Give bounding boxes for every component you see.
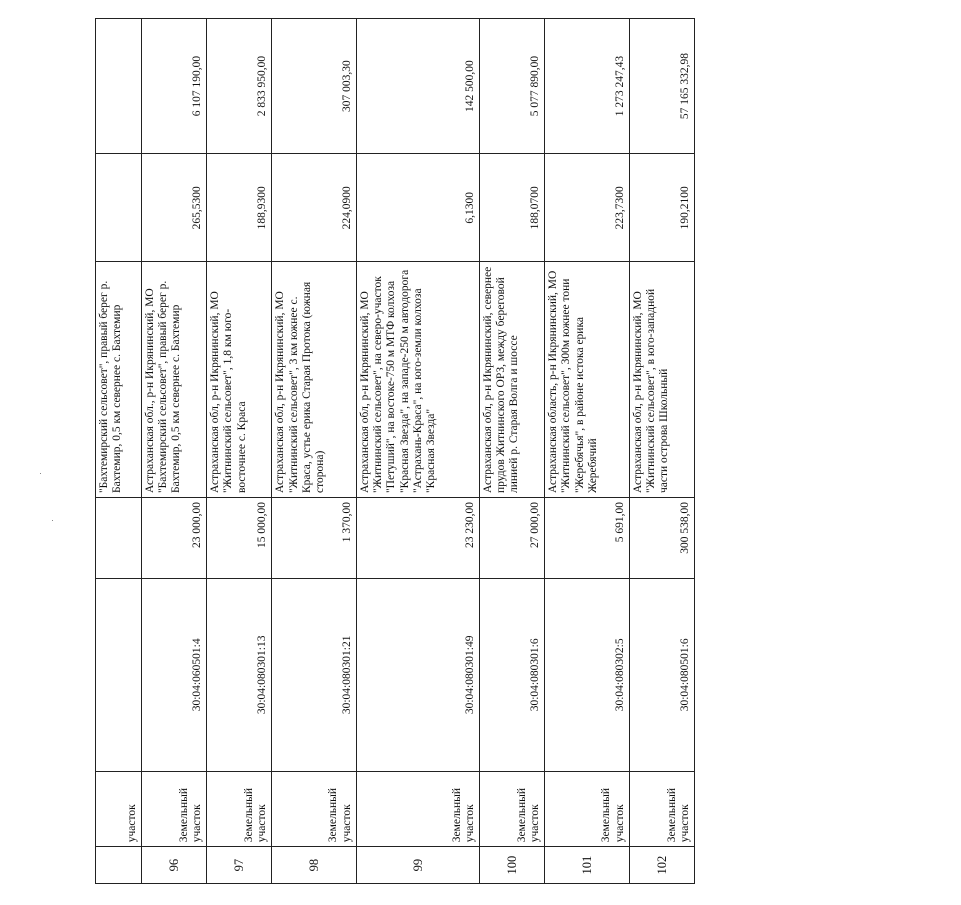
continuation-row xyxy=(96,19,142,884)
cell-specific xyxy=(96,154,142,262)
cell-cost xyxy=(96,19,142,154)
cell-kind: участок xyxy=(96,771,142,847)
plot-address: Астраханская обл, р-н Икрянинский, севернее прудов Житнинского ОРЗ, между береговой линией р. Старая Волга и шоссе xyxy=(480,262,545,498)
specific-value: 6,1300 xyxy=(356,154,479,262)
cell-cadastral xyxy=(96,579,142,771)
row-number: 96 xyxy=(141,847,206,884)
table-row xyxy=(480,19,545,884)
cadastral-cost: 57 165 332,98 xyxy=(629,19,694,154)
row-number: 98 xyxy=(272,847,357,884)
row-number: 102 xyxy=(629,847,694,884)
table-row xyxy=(272,19,357,884)
cadastral-cost: 6 107 190,00 xyxy=(141,19,206,154)
plot-address: Астраханская обл, р-н Икрянинский, МО "Житнинский сельсовет", на северо-участок "Петуший", на востоке-750 м МТФ колхоза "Красная Звезда", на западе-250 м автодорога "Астрахань-Краса", на юго-земли колхоза "Красная Звезда" xyxy=(356,262,479,498)
row-number: 100 xyxy=(480,847,545,884)
plot-address: Астраханская обл, р-н Икрянинский, МО "Житнинский сельсовет", в юго-западной части острова Школьный xyxy=(629,262,694,498)
plot-area: 5 691,00 xyxy=(545,498,630,579)
plot-area: 15 000,00 xyxy=(207,498,272,579)
row-number: 101 xyxy=(545,847,630,884)
cadastral-cost: 142 500,00 xyxy=(356,19,479,154)
plot-area: 1 370,00 xyxy=(272,498,357,579)
cadastral-number: 30:04:080301:49 xyxy=(356,579,479,771)
cadastral-number: 30:04:080302:5 xyxy=(545,579,630,771)
land-type: Земельный участок xyxy=(545,771,630,847)
plot-address: Астраханская обл., р-н Икрянинский, МО "Бахтемирский сельсовет", правый берег р. Бахтемир, 0,5 км севернее с. Бахтемир xyxy=(141,262,206,498)
table-row xyxy=(141,19,206,884)
land-plots-table xyxy=(95,18,695,884)
plot-area: 27 000,00 xyxy=(480,498,545,579)
table-row xyxy=(545,19,630,884)
specific-value: 224,0900 xyxy=(272,154,357,262)
specific-value: 223,7300 xyxy=(545,154,630,262)
cell-address: "Бахтемирский сельсовет", правый берег р. Бахтемир, 0,5 км севернее с. Бахтемир xyxy=(96,262,142,498)
plot-area: 23 000,00 xyxy=(141,498,206,579)
row-number: 97 xyxy=(207,847,272,884)
cadastral-number: 30:04:080301:6 xyxy=(480,579,545,771)
scan-speck xyxy=(40,473,41,474)
table-row xyxy=(207,19,272,884)
cadastral-number: 30:04:080301:21 xyxy=(272,579,357,771)
specific-value: 190,2100 xyxy=(629,154,694,262)
specific-value: 188,0700 xyxy=(480,154,545,262)
cadastral-number: 30:04:060501:4 xyxy=(141,579,206,771)
rotated-page xyxy=(95,53,961,884)
scan-speck xyxy=(52,520,53,521)
cadastral-number: 30:04:080501:6 xyxy=(629,579,694,771)
land-type: Земельный участок xyxy=(207,771,272,847)
specific-value: 188,9300 xyxy=(207,154,272,262)
plot-address: Астраханская обл, р-н Икрянинский, МО "Житнинский сельсовет", 3 км южнее с. Краса, устье ерика Старая Протока (южная сторона) xyxy=(272,262,357,498)
cell-num xyxy=(96,847,142,884)
table-row xyxy=(629,19,694,884)
cadastral-cost: 2 833 950,00 xyxy=(207,19,272,154)
plot-address: Астраханская область, р-н Икрянинский, МО "Житнинский сельсовет", 300м южнее тони "Жеребячья", в районе истока ерика Жеребячий xyxy=(545,262,630,498)
land-type: Земельный участок xyxy=(629,771,694,847)
cadastral-cost: 307 003,30 xyxy=(272,19,357,154)
cell-area xyxy=(96,498,142,579)
plot-address: Астраханская обл, р-н Икрянинский, МО "Житнинский сельсовет", 1,8 км юго-восточнее с. Краса xyxy=(207,262,272,498)
cadastral-number: 30:04:080301:13 xyxy=(207,579,272,771)
land-type: Земельный участок xyxy=(356,771,479,847)
cadastral-cost: 5 077 890,00 xyxy=(480,19,545,154)
land-type: Земельный участок xyxy=(272,771,357,847)
table-row xyxy=(356,19,479,884)
plot-area: 300 538,00 xyxy=(629,498,694,579)
row-number: 99 xyxy=(356,847,479,884)
land-type: Земельный участок xyxy=(480,771,545,847)
land-type: Земельный участок xyxy=(141,771,206,847)
plot-area: 23 230,00 xyxy=(356,498,479,579)
cadastral-cost: 1 273 247,43 xyxy=(545,19,630,154)
specific-value: 265,5300 xyxy=(141,154,206,262)
